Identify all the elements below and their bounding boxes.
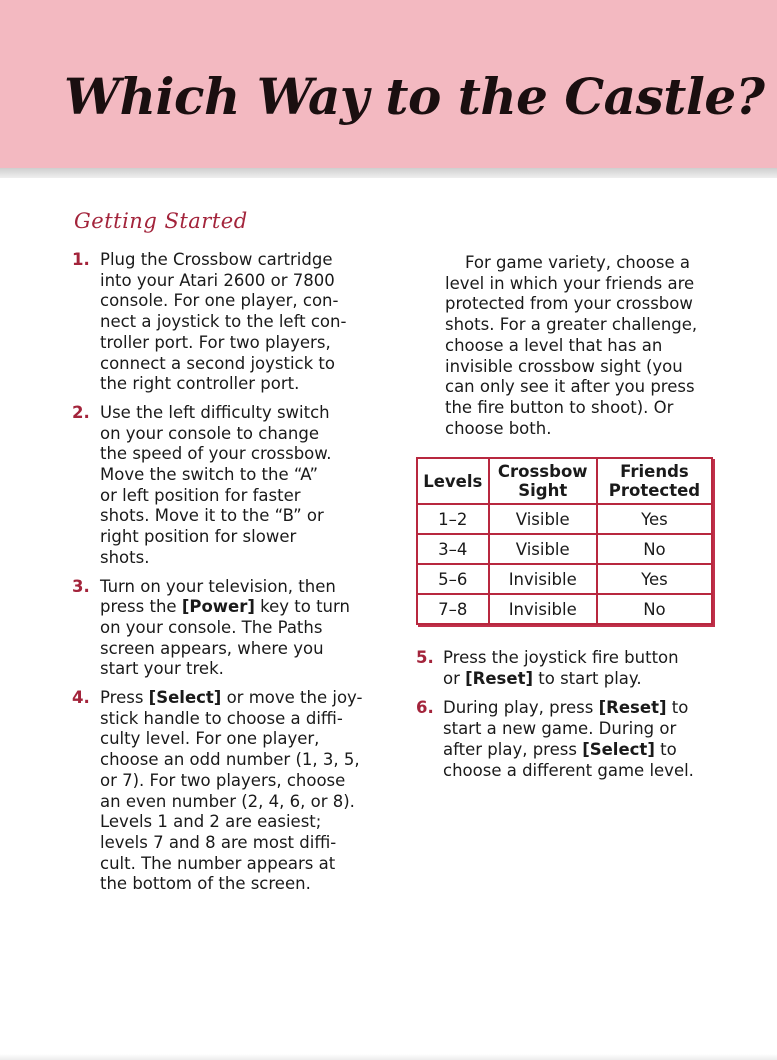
- paragraph-line: For game variety, choose a: [465, 253, 691, 272]
- paragraph-line: protected from your crossbow: [445, 294, 693, 314]
- step-text: Press the joystick fire button: [443, 648, 679, 667]
- step-text: key to turn: [254, 597, 350, 617]
- step-text: after play, press: [443, 739, 583, 759]
- key-label: [Reset]: [598, 698, 667, 718]
- table-row: [417, 504, 712, 534]
- cell-friends: No: [597, 594, 712, 624]
- step-text: cult. The number appears at: [100, 853, 336, 873]
- step-item: [414, 698, 714, 781]
- cell-levels: 1–2: [417, 504, 489, 534]
- step-text-line: [100, 618, 368, 639]
- levels-table-header-row: [417, 458, 712, 504]
- table-row: [417, 594, 712, 624]
- section-heading: Getting Started: [74, 209, 248, 233]
- step-text-line: [100, 812, 368, 833]
- step-text-line: [100, 709, 368, 730]
- step-text-line: the right controller port.: [100, 374, 300, 394]
- step-text-line: Move the switch to the “A”: [100, 465, 319, 485]
- step-text: the bottom of the screen.: [100, 874, 311, 894]
- step-text-line: Use the left difficulty switch: [100, 402, 330, 422]
- step-text-line: [443, 719, 714, 740]
- cell-friends: Yes: [597, 504, 712, 534]
- step-text: to: [666, 698, 689, 718]
- step-text-line: [100, 729, 368, 750]
- step-text-line: [100, 659, 368, 680]
- step-text-line: [443, 761, 714, 782]
- cell-levels: 7–8: [417, 594, 489, 624]
- step-text-line: troller port. For two players,: [100, 332, 331, 352]
- paragraph-line: level in which your friends are: [445, 273, 695, 293]
- paragraph-line: choose a level that has an: [445, 335, 663, 355]
- step-text: start a new game. During or: [443, 719, 677, 739]
- step-item: [414, 648, 714, 689]
- step-text: choose a different game level.: [443, 760, 694, 780]
- step-item: [68, 250, 368, 395]
- step-text: levels 7 and 8 are most diffi-: [100, 832, 337, 852]
- cell-sight: Invisible: [489, 564, 597, 594]
- step-text-line: or left position for faster: [100, 485, 301, 505]
- step-text-line: [100, 792, 368, 813]
- cell-levels: 5–6: [417, 564, 489, 594]
- step-text: During play, press: [443, 698, 599, 718]
- step-number: 5.: [416, 648, 434, 667]
- steps-list-right: [414, 648, 714, 790]
- step-text-line: [100, 854, 368, 875]
- step-text-line: nect a joystick to the left con-: [100, 312, 347, 332]
- step-text-line: [100, 771, 368, 792]
- step-text: to start play.: [533, 668, 642, 688]
- step-text-line: [443, 740, 714, 761]
- step-text: stick handle to choose a diffi-: [100, 708, 343, 728]
- step-item: [68, 577, 368, 681]
- step-text-line: Plug the Crossbow cartridge: [100, 250, 333, 269]
- step-text-line: right position for slower: [100, 527, 297, 547]
- levels-table: [416, 457, 713, 625]
- variety-paragraph: [445, 253, 725, 439]
- step-text-line: [100, 688, 368, 709]
- header-shadow: [0, 168, 777, 178]
- step-text: Levels 1 and 2 are easiest;: [100, 812, 322, 832]
- step-text: on your console. The Paths: [100, 617, 323, 637]
- step-text: Press: [100, 688, 149, 708]
- step-number: 6.: [416, 698, 434, 718]
- step-text-line: [100, 874, 368, 895]
- step-text: or 7). For two players, choose: [100, 770, 346, 790]
- step-text-line: [100, 639, 368, 660]
- paragraph-line: shots. For a greater challenge,: [445, 315, 698, 335]
- paragraph-line: the fire button to shoot). Or: [445, 397, 674, 417]
- step-text: or move the joy-: [221, 688, 363, 708]
- paragraph-line: invisible crossbow sight (you: [445, 356, 683, 376]
- cell-sight: Visible: [489, 504, 597, 534]
- table-row: [417, 564, 712, 594]
- step-text: screen appears, where you: [100, 638, 324, 658]
- cell-friends: Yes: [597, 564, 712, 594]
- header-friends-protected: Friends Protected: [597, 458, 712, 504]
- steps-list-left: [68, 250, 368, 903]
- step-text-line: shots.: [100, 547, 150, 567]
- step-text-line: [443, 698, 714, 719]
- step-text-line: shots. Move it to the “B” or: [100, 506, 324, 526]
- step-text: press the: [100, 597, 182, 617]
- step-text: Turn on your television, then: [100, 576, 336, 596]
- step-text-line: on your console to change: [100, 423, 319, 443]
- step-text-line: the speed of your crossbow.: [100, 444, 332, 464]
- step-text: to: [654, 739, 677, 759]
- paragraph-line: choose both.: [445, 418, 552, 438]
- step-text-line: [443, 669, 714, 690]
- step-text-line: connect a second joystick to: [100, 353, 335, 373]
- page-bottom-edge: [0, 1054, 777, 1060]
- cell-levels: 3–4: [417, 534, 489, 564]
- step-text: start your trek.: [100, 659, 224, 679]
- step-item: [68, 688, 368, 895]
- cell-sight: Visible: [489, 534, 597, 564]
- step-text: choose an odd number (1, 3, 5,: [100, 750, 360, 770]
- key-label: [Select]: [582, 739, 655, 759]
- header-levels: Levels: [417, 458, 489, 504]
- step-text-line: [100, 833, 368, 854]
- step-text-line: into your Atari 2600 or 7800: [100, 270, 335, 290]
- step-text: or: [443, 668, 466, 688]
- step-number: 3.: [72, 576, 90, 596]
- paragraph-line: can only see it after you press: [445, 377, 695, 397]
- step-text: culty level. For one player,: [100, 729, 320, 749]
- step-number: 4.: [72, 688, 90, 708]
- step-text-line: console. For one player, con-: [100, 291, 339, 311]
- step-item: [68, 403, 368, 569]
- step-number: 2.: [72, 402, 90, 422]
- step-text-line: [100, 597, 368, 618]
- step-text-line: [100, 750, 368, 771]
- cell-friends: No: [597, 534, 712, 564]
- key-label: [Reset]: [465, 668, 534, 688]
- step-text-line: [100, 577, 368, 598]
- key-label: [Power]: [181, 597, 255, 617]
- header-crossbow-sight: Crossbow Sight: [489, 458, 597, 504]
- key-label: [Select]: [148, 688, 222, 708]
- step-number: 1.: [72, 250, 90, 269]
- page-title: Which Way to the Castle?: [64, 67, 765, 126]
- step-text: an even number (2, 4, 6, or 8).: [100, 791, 355, 811]
- step-text-line: [443, 648, 714, 669]
- cell-sight: Invisible: [489, 594, 597, 624]
- table-row: [417, 534, 712, 564]
